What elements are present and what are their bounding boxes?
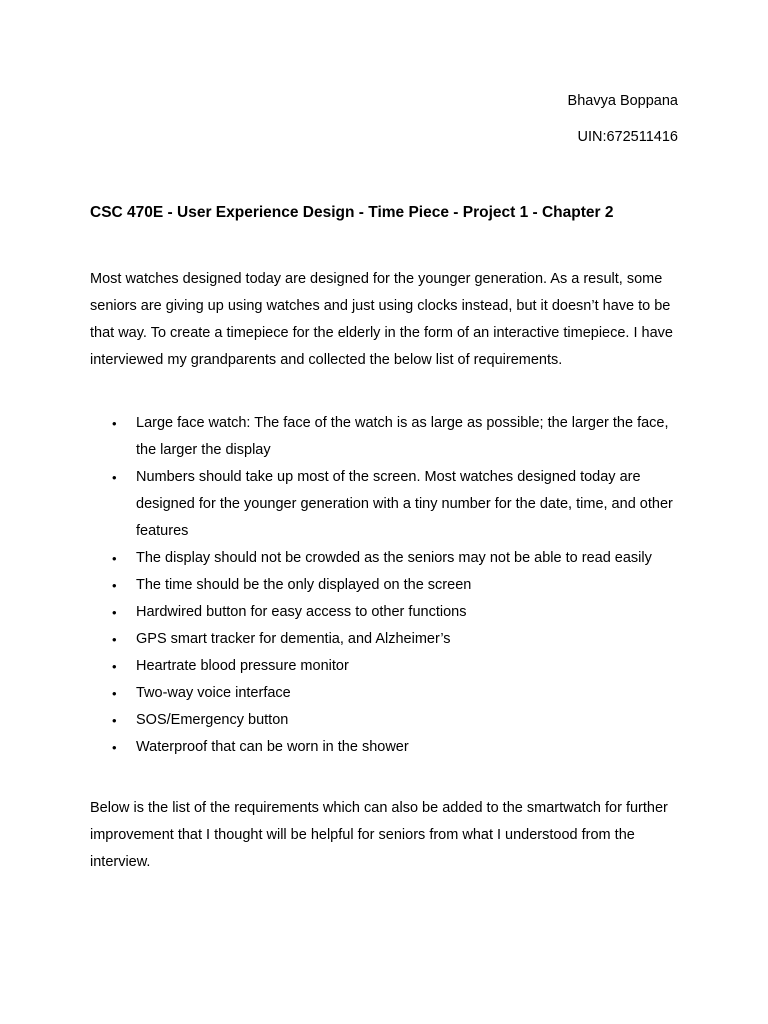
list-item — [90, 599, 690, 626]
list-item — [90, 545, 690, 572]
list-item-text: Large face watch: The face of the watch is as large as possible; the larger the face, the larger the display — [136, 415, 669, 458]
bullet-icon: • — [112, 713, 117, 728]
list-item — [90, 653, 690, 680]
bullet-icon: • — [112, 578, 117, 593]
list-item-text: SOS/Emergency button — [136, 712, 289, 728]
list-item — [90, 680, 690, 707]
bullet-icon: • — [112, 605, 117, 620]
bullet-icon: • — [112, 740, 117, 755]
bullet-icon: • — [112, 470, 117, 485]
bullet-icon: • — [112, 632, 117, 647]
bullet-icon: • — [112, 686, 117, 701]
bullet-icon: • — [112, 659, 117, 674]
outro-paragraph: Below is the list of the requirements which can also be added to the smartwatch for further improvement that I thought will be helpful for seniors from what I understood from the interview. — [90, 800, 668, 870]
list-item — [90, 410, 690, 464]
list-item — [90, 572, 690, 599]
requirements-list — [90, 410, 690, 761]
list-item — [90, 707, 690, 734]
author-block — [568, 92, 678, 146]
document-title: CSC 470E - User Experience Design - Time Piece - Project 1 - Chapter 2 — [90, 204, 614, 221]
list-item — [90, 626, 690, 653]
author-uin: UIN:672511416 — [577, 129, 678, 145]
list-item-text: The display should not be crowded as the seniors may not be able to read easily — [136, 550, 652, 566]
list-item-text: Waterproof that can be worn in the shower — [136, 739, 409, 755]
bullet-icon: • — [112, 551, 117, 566]
list-item-text: Numbers should take up most of the screen. Most watches designed today are designed for the younger generation with a tiny number for the date, time, and other features — [136, 469, 673, 539]
list-item-text: Hardwired button for easy access to other functions — [136, 604, 467, 620]
intro-paragraph: Most watches designed today are designed for the younger generation. As a result, some seniors are giving up using watches and just using clocks instead, but it doesn’t have to be that way. To create a timepiece for the elderly in the form of an interactive timepiece. I have interviewed my grandparents and collected the below list of requirements. — [90, 271, 673, 368]
list-item-text: The time should be the only displayed on the screen — [136, 577, 472, 593]
list-item-text: GPS smart tracker for dementia, and Alzheimer’s — [136, 631, 451, 647]
list-item — [90, 464, 690, 545]
list-item-text: Heartrate blood pressure monitor — [136, 658, 349, 674]
bullet-icon: • — [112, 416, 117, 431]
list-item-text: Two-way voice interface — [136, 685, 291, 701]
author-name: Bhavya Boppana — [567, 93, 678, 109]
list-item — [90, 734, 690, 761]
